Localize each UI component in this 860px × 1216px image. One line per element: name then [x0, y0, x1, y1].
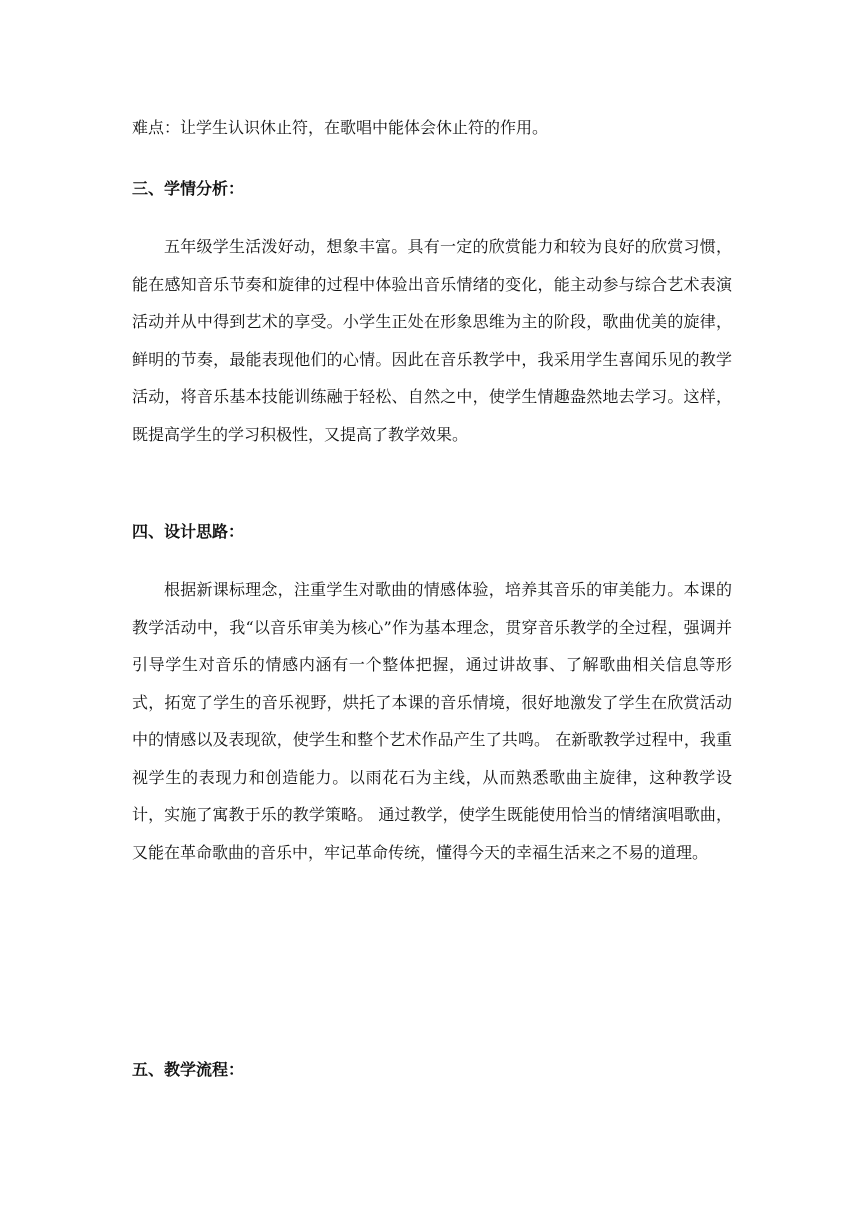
difficulty-text: 难点：让学生认识休止符，在歌唱中能体会休止符的作用。	[132, 118, 549, 137]
section-heading-teaching-process: 五、教学流程：	[132, 1060, 245, 1079]
section-heading-design-approach: 四、设计思路：	[132, 522, 245, 541]
design-approach-paragraph: 根据新课标理念，注重学生对歌曲的情感体验，培养其音乐的审美能力。本课的教学活动中，我“以音乐审美为核心”作为基本理念，贯穿音乐教学的全过程，强调并引导学生对音乐的情感内涵有一个整体把握，通过讲故事、了解歌曲相关信息等形式，拓宽了学生的音乐视野，烘托了本课的音乐情境，很好地激发了学生在欣赏活动中的情感以及表现欲，使学生和整个艺术作品产生了共鸣。 在新歌教学过程中，我重视学生的表现力和创造能力。以雨花石为主线，从而熟悉歌曲主旋律，这种教学设计，实施了寓教于乐的教学策略。 通过教学，使学生既能使用恰当的情绪演唱歌曲，又能在革命歌曲的音乐中，牢记革命传统，懂得今天的幸福生活来之不易的道理。	[132, 580, 732, 862]
section-heading-student-analysis: 三、学情分析：	[132, 179, 245, 198]
student-analysis-paragraph: 五年级学生活泼好动，想象丰富。具有一定的欣赏能力和较为良好的欣赏习惯，能在感知音乐节奏和旋律的过程中体验出音乐情绪的变化，能主动参与综合艺术表演活动并从中得到艺术的享受。小学生正处在形象思维为主的阶段，歌曲优美的旋律，鲜明的节奏，最能表现他们的心情。因此在音乐教学中，我采用学生喜闻乐见的教学活动，将音乐基本技能训练融于轻松、自然之中，使学生情趣盎然地去学习。这样，既提高学生的学习积极性，又提高了教学效果。	[132, 237, 732, 444]
